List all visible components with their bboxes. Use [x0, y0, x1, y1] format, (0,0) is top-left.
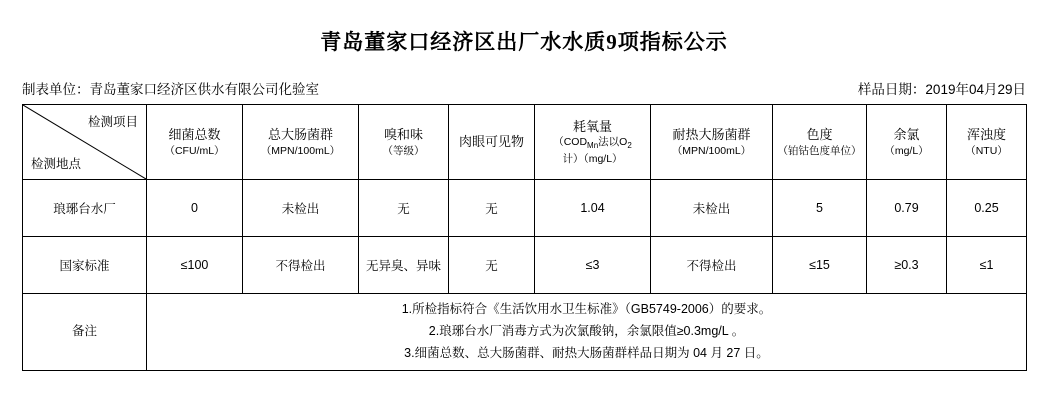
- cell-standard-total-coliform: 不得检出: [243, 237, 359, 294]
- page-title: 青岛董家口经济区出厂水水质9项指标公示: [320, 30, 728, 54]
- cell-plant-total-coliform: 未检出: [243, 180, 359, 237]
- meta-row: [22, 78, 1026, 98]
- column-header-unit: （MPN/100mL）: [260, 144, 341, 157]
- cell-plant-thermotolerant-coliform: 未检出: [651, 180, 773, 237]
- column-header-name: 浑浊度: [966, 127, 1006, 143]
- cell-standard-odor-taste: 无异臭、异味: [359, 237, 449, 294]
- column-header-chromaticity: [773, 105, 867, 180]
- cell-standard-chromaticity: ≤15: [773, 237, 867, 294]
- cell-plant-residual-chlorine: 0.79: [867, 180, 947, 237]
- corner-top-label: 检测项目: [87, 115, 138, 129]
- column-header-unit: （mg/L）: [884, 144, 929, 157]
- corner-bottom-label: 检测地点: [31, 157, 82, 171]
- table-row: [23, 237, 1027, 294]
- cell-plant-chromaticity: 5: [773, 180, 867, 237]
- table-row: [23, 180, 1027, 237]
- cell-standard-visible-matter: 无: [449, 237, 535, 294]
- column-header-thermotolerant-coliform: [651, 105, 773, 180]
- column-header-name: 余氯: [893, 127, 920, 143]
- cell-plant-odor-taste: 无: [359, 180, 449, 237]
- column-header-unit: （等级）: [382, 144, 425, 157]
- cell-standard-turbidity: ≤1: [947, 237, 1027, 294]
- column-header-unit: （铂钴色度单位）: [777, 144, 862, 157]
- column-header-unit: （$COD_{Mn}$法以$O_2$: [553, 136, 632, 151]
- column-header-name: 耐热大肠菌群: [672, 127, 751, 143]
- cell-plant-bacteria-total: 0: [147, 180, 243, 237]
- column-header-bacteria-total: [147, 105, 243, 180]
- column-header-oxygen-consumption: [535, 105, 651, 180]
- column-header-odor-taste: [359, 105, 449, 180]
- cell-standard-residual-chlorine: ≥0.3: [867, 237, 947, 294]
- column-header-unit-cont: 计）（mg/L）: [562, 153, 623, 166]
- column-header-name: 色度: [806, 127, 833, 143]
- row-label-national-standard: 国家标准: [23, 237, 147, 294]
- row-label-plant: 琅琊台水厂: [23, 180, 147, 237]
- note-line-1: 1.所检指标符合《生活饮用水卫生标准》（GB5749-2006）的要求。: [401, 302, 772, 317]
- notes-content: [147, 294, 1027, 371]
- maker-unit-label: 制表单位：青岛董家口经济区供水有限公司化验室: [22, 82, 319, 97]
- column-header-name: 肉眼可见物: [458, 134, 524, 150]
- sample-date-label: 样品日期：2019年04月29日: [857, 82, 1026, 97]
- column-header-visible-matter: [449, 105, 535, 180]
- column-header-unit: （CFU/mL）: [164, 144, 225, 157]
- column-header-turbidity: [947, 105, 1027, 180]
- water-quality-table: [22, 104, 1027, 371]
- note-line-3: 3.细菌总数、总大肠菌群、耐热大肠菌群样品日期为 04 月 27 日。: [404, 345, 769, 360]
- cell-plant-turbidity: 0.25: [947, 180, 1027, 237]
- column-header-name: 嗅和味: [383, 127, 423, 143]
- column-header-name: 细菌总数: [168, 127, 221, 143]
- notes-label: 备注: [23, 294, 147, 371]
- cell-plant-visible-matter: 无: [449, 180, 535, 237]
- column-header-residual-chlorine: [867, 105, 947, 180]
- notes-row: [23, 294, 1027, 371]
- cell-standard-oxygen-consumption: ≤3: [535, 237, 651, 294]
- cell-standard-thermotolerant-coliform: 不得检出: [651, 237, 773, 294]
- note-line-2: 2.琅琊台水厂消毒方式为次氯酸钠，余氯限值≥0.3mg/L 。: [428, 324, 745, 339]
- column-header-name: 耗氧量: [572, 118, 612, 134]
- column-header-unit: （NTU）: [965, 144, 1008, 157]
- cell-plant-oxygen-consumption: 1.04: [535, 180, 651, 237]
- cell-standard-bacteria-total: ≤100: [147, 237, 243, 294]
- column-header-name: 总大肠菌群: [267, 127, 333, 143]
- column-header-total-coliform: [243, 105, 359, 180]
- column-header-unit: （MPN/100mL）: [671, 144, 752, 157]
- table-header-row: [23, 105, 1027, 180]
- corner-header-cell: [23, 105, 147, 180]
